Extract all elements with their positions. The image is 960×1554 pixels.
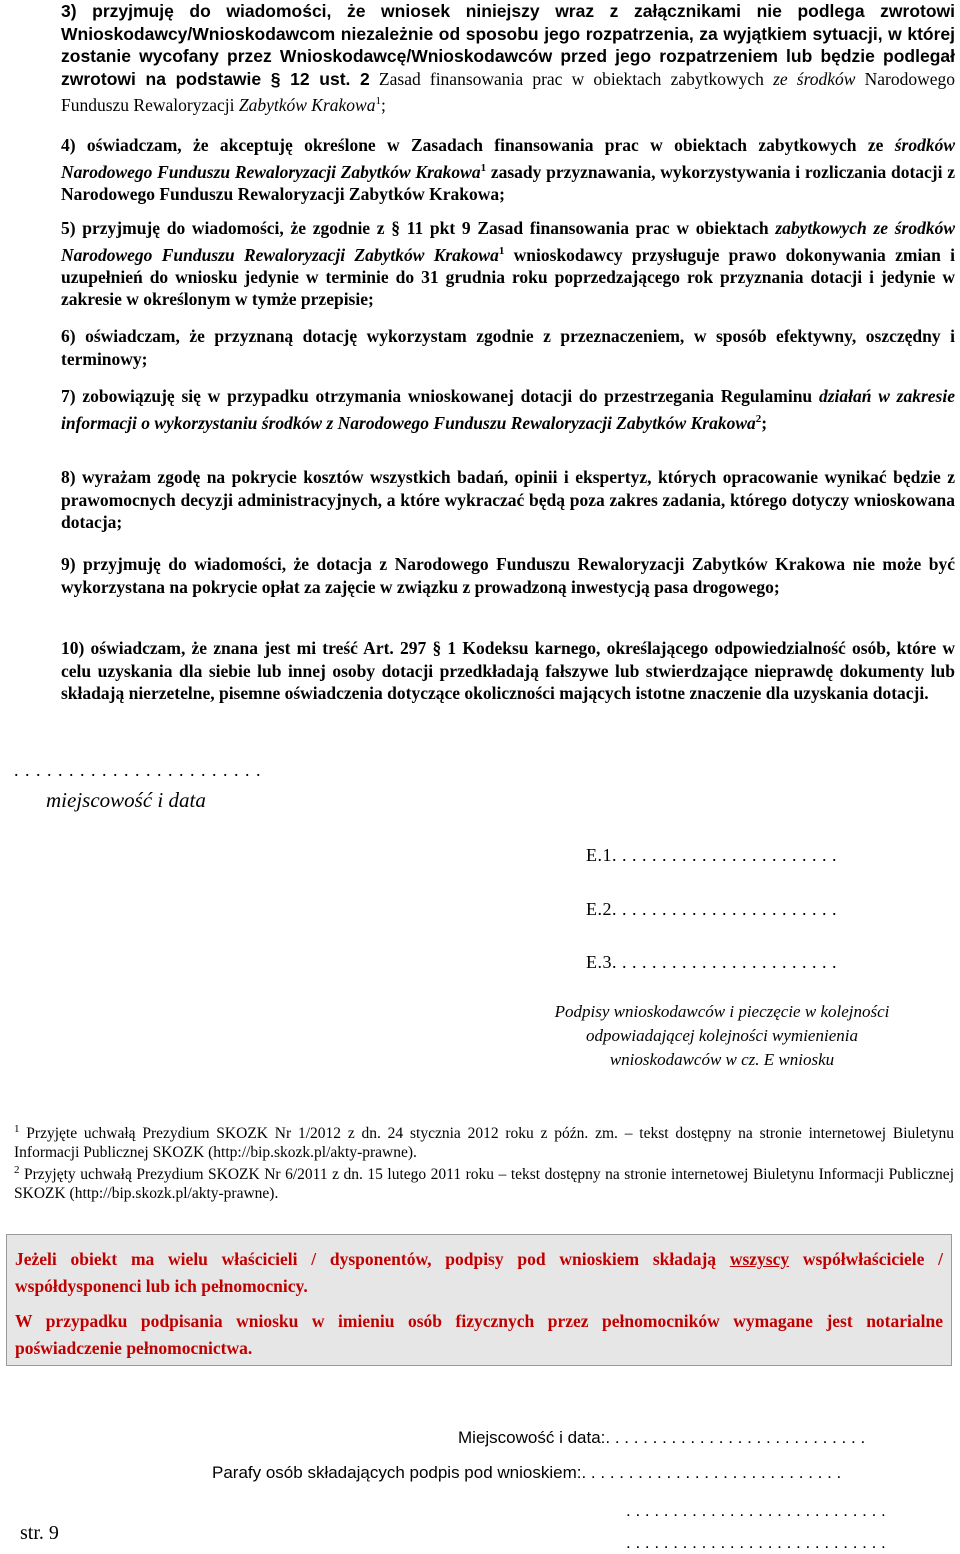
statement-8: 8) wyrażam zgodę na pokrycie kosztów wszystkich badań, opinii i ekspertyz, których opracowanie wynikać będzie z prawomocnych decyzji administracyjnych, a które wykraczać będą poza zakres zadania, którego dotyczy wnioskowana dotacja; — [61, 467, 955, 532]
bottom-initials-label: Parafy osób składających podpis pod wnioskiem: — [212, 1463, 582, 1482]
footnote-ref-1b: 1 — [480, 161, 487, 174]
statement-4 — [61, 134, 955, 205]
signature-caption-line1: Podpisy wnioskodawców i pieczęcie w kolejności — [554, 1002, 890, 1021]
bottom-extra-dots-1: . . . . . . . . . . . . . . . . . . . . . . . . . . . . — [626, 1501, 886, 1520]
footnote-2-text: Przyjęty uchwałą Prezydium SKOZK Nr 6/2011 z dn. 15 lutego 2011 roku – tekst dostępny na stronie internetowej Biuletynu Informacji Publicznej SKOZK (http://bip.skozk.pl/akty-prawne). — [14, 1166, 954, 1203]
place-date-dots: . . . . . . . . . . . . . . . . . . . . . . . — [14, 760, 262, 780]
notice-paragraph-1 — [15, 1246, 943, 1300]
statement-3-italic: ze środków — [773, 68, 856, 89]
notice-paragraph-2: W przypadku podpisania wniosku w imieniu osób fizycznych przez pełnomocników wymagane jest notarialne poświadczenie pełnomocnictwa. — [15, 1311, 943, 1358]
statement-7-text1: 7) zobowiązuję się w przypadku otrzymania wnioskowanej dotacji do przestrzegania Regulaminu — [61, 386, 819, 406]
statement-3 — [61, 0, 955, 116]
notice-1a: Jeżeli obiekt ma wielu właścicieli / dysponentów, podpisy pod wnioskiem składają — [15, 1249, 730, 1269]
signature-e1: E.1. . . . . . . . . . . . . . . . . . . . . . . — [586, 845, 837, 865]
statement-5-italic: zabytkowych ze środków Narodowego Funduszu Rewaloryzacji Zabytków Krakowa — [61, 218, 956, 265]
bottom-place-date-label: Miejscowość i data: — [458, 1428, 606, 1447]
bottom-place-date-dots: . . . . . . . . . . . . . . . . . . . . . . . . . . . . — [605, 1428, 866, 1447]
footnote-1-text: Przyjęte uchwałą Prezydium SKOZK Nr 1/2012 z dn. 24 stycznia 2012 roku z późn. zm. – tekst dostępny na stronie internetowej Biuletynu Informacji Publicznej SKOZK (http://bip.skozk.pl/akty-prawne). — [14, 1125, 954, 1162]
statement-5-text1: 5) przyjmuję do wiadomości, że zgodnie z § 11 pkt 9 Zasad finansowania prac w obiektach — [61, 218, 776, 238]
footnote-1 — [14, 1120, 954, 1162]
notice-1-underlined: wszyscy — [729, 1249, 790, 1269]
footnote-ref-2: 2 — [755, 412, 762, 425]
statement-4-italic: środków Narodowego Funduszu Rewaloryzacji Zabytków Krakowa — [61, 135, 955, 182]
signature-caption-line2: odpowiadającej kolejności wymienienia — [586, 1026, 858, 1045]
statement-5-text2: wnioskodawcy przysługuje prawo dokonywania zmian i uzupełnień do wniosku jedynie w terminie do 31 grudnia roku poprzedzającego rok przyznania dotacji i jedynie w zakresie w określonym w tymże przepisie; — [61, 244, 955, 310]
signature-caption — [500, 1000, 944, 1072]
bottom-place-date — [458, 1428, 865, 1448]
footnote-ref-1: 1 — [375, 95, 381, 107]
bottom-extra-dots-2: . . . . . . . . . . . . . . . . . . . . . . . . . . . . — [626, 1533, 886, 1552]
footnote-2 — [14, 1161, 954, 1203]
statement-5 — [61, 217, 955, 311]
statement-3-rest: Zasad finansowania prac w obiektach zabytkowych — [369, 68, 764, 89]
statement-10: 10) oświadczam, że znana jest mi treść Art. 297 § 1 Kodeksu karnego, określającego odpowiedzialność osób, które w celu uzyskania dla siebie lub innej osoby dotacji przedkładają fałszywe lub stwierdzające nieprawdę dokumenty lub składają nierzetelne, pisemne oświadczenia dotyczące okoliczności mających istotne znaczenie dla uzyskania dotacji. — [61, 638, 955, 703]
statement-3-normal2: Narodowego Funduszu Rewaloryzacji — [61, 68, 956, 115]
bottom-initials-dots: . . . . . . . . . . . . . . . . . . . . . . . . . . . . — [581, 1463, 842, 1482]
footnote-ref-1c: 1 — [498, 244, 505, 257]
statement-9: 9) przyjmuję do wiadomości, że dotacja z Narodowego Funduszu Rewaloryzacji Zabytków Krakowa nie może być wykorzystana na pokrycie opłat za zajęcie w związku z prowadzoną inwestycją pasa drogowego; — [61, 554, 955, 597]
statement-7-end: ; — [761, 412, 768, 433]
signature-e2: E.2. . . . . . . . . . . . . . . . . . . . . . . — [586, 899, 837, 919]
footnote-2-number: 2 — [14, 1164, 20, 1176]
signature-caption-line3: wnioskodawców w cz. E wniosku — [609, 1050, 835, 1069]
footnote-1-number: 1 — [14, 1123, 20, 1135]
notice-box — [6, 1234, 952, 1366]
statement-7 — [61, 385, 955, 434]
statement-6: 6) oświadczam, że przyznaną dotację wykorzystam zgodnie z przeznaczeniem, w sposób efektywny, oszczędny i terminowy; — [61, 326, 955, 369]
statement-3-text: 3) przyjmuję do wiadomości, że wniosek niniejszy wraz z załącznikami nie podlega zwrotowi Wnioskodawcy/Wnioskodawcom niezależnie od sposobu jego rozpatrzenia, za wyjątkiem sytuacji, w której zostanie wycofany przez Wnioskodawcę/Wnioskodawców przed jego rozpatrzeniem lub będzie podlegał zwrotowi na podstawie § 12 ust. 2 — [61, 1, 955, 89]
statement-7-italic: działań w zakresie informacji o wykorzystaniu środków z Narodowego Funduszu Rewaloryzacji Zabytków Krakowa — [61, 386, 955, 433]
page-number: str. 9 — [20, 1522, 59, 1544]
place-date-label: miejscowość i data — [46, 788, 206, 812]
statement-3-italic2: Zabytków Krakowa — [234, 94, 376, 115]
statement-4-text1: 4) oświadczam, że akceptuję określone w Zasadach finansowania prac w obiektach zabytkowych ze — [61, 135, 895, 155]
bottom-initials — [212, 1463, 841, 1483]
signature-e3: E.3. . . . . . . . . . . . . . . . . . . . . . . — [586, 952, 837, 972]
notice-1b: współwłaściciele / współdysponenci lub ich pełnomocnicy. — [15, 1249, 943, 1296]
statement-4-text2: zasady przyznawania, wykorzystywania i rozliczania dotacji z Narodowego Funduszu Rewaloryzacji Zabytków Krakowa; — [61, 161, 955, 204]
statement-3-end: ; — [380, 94, 386, 115]
